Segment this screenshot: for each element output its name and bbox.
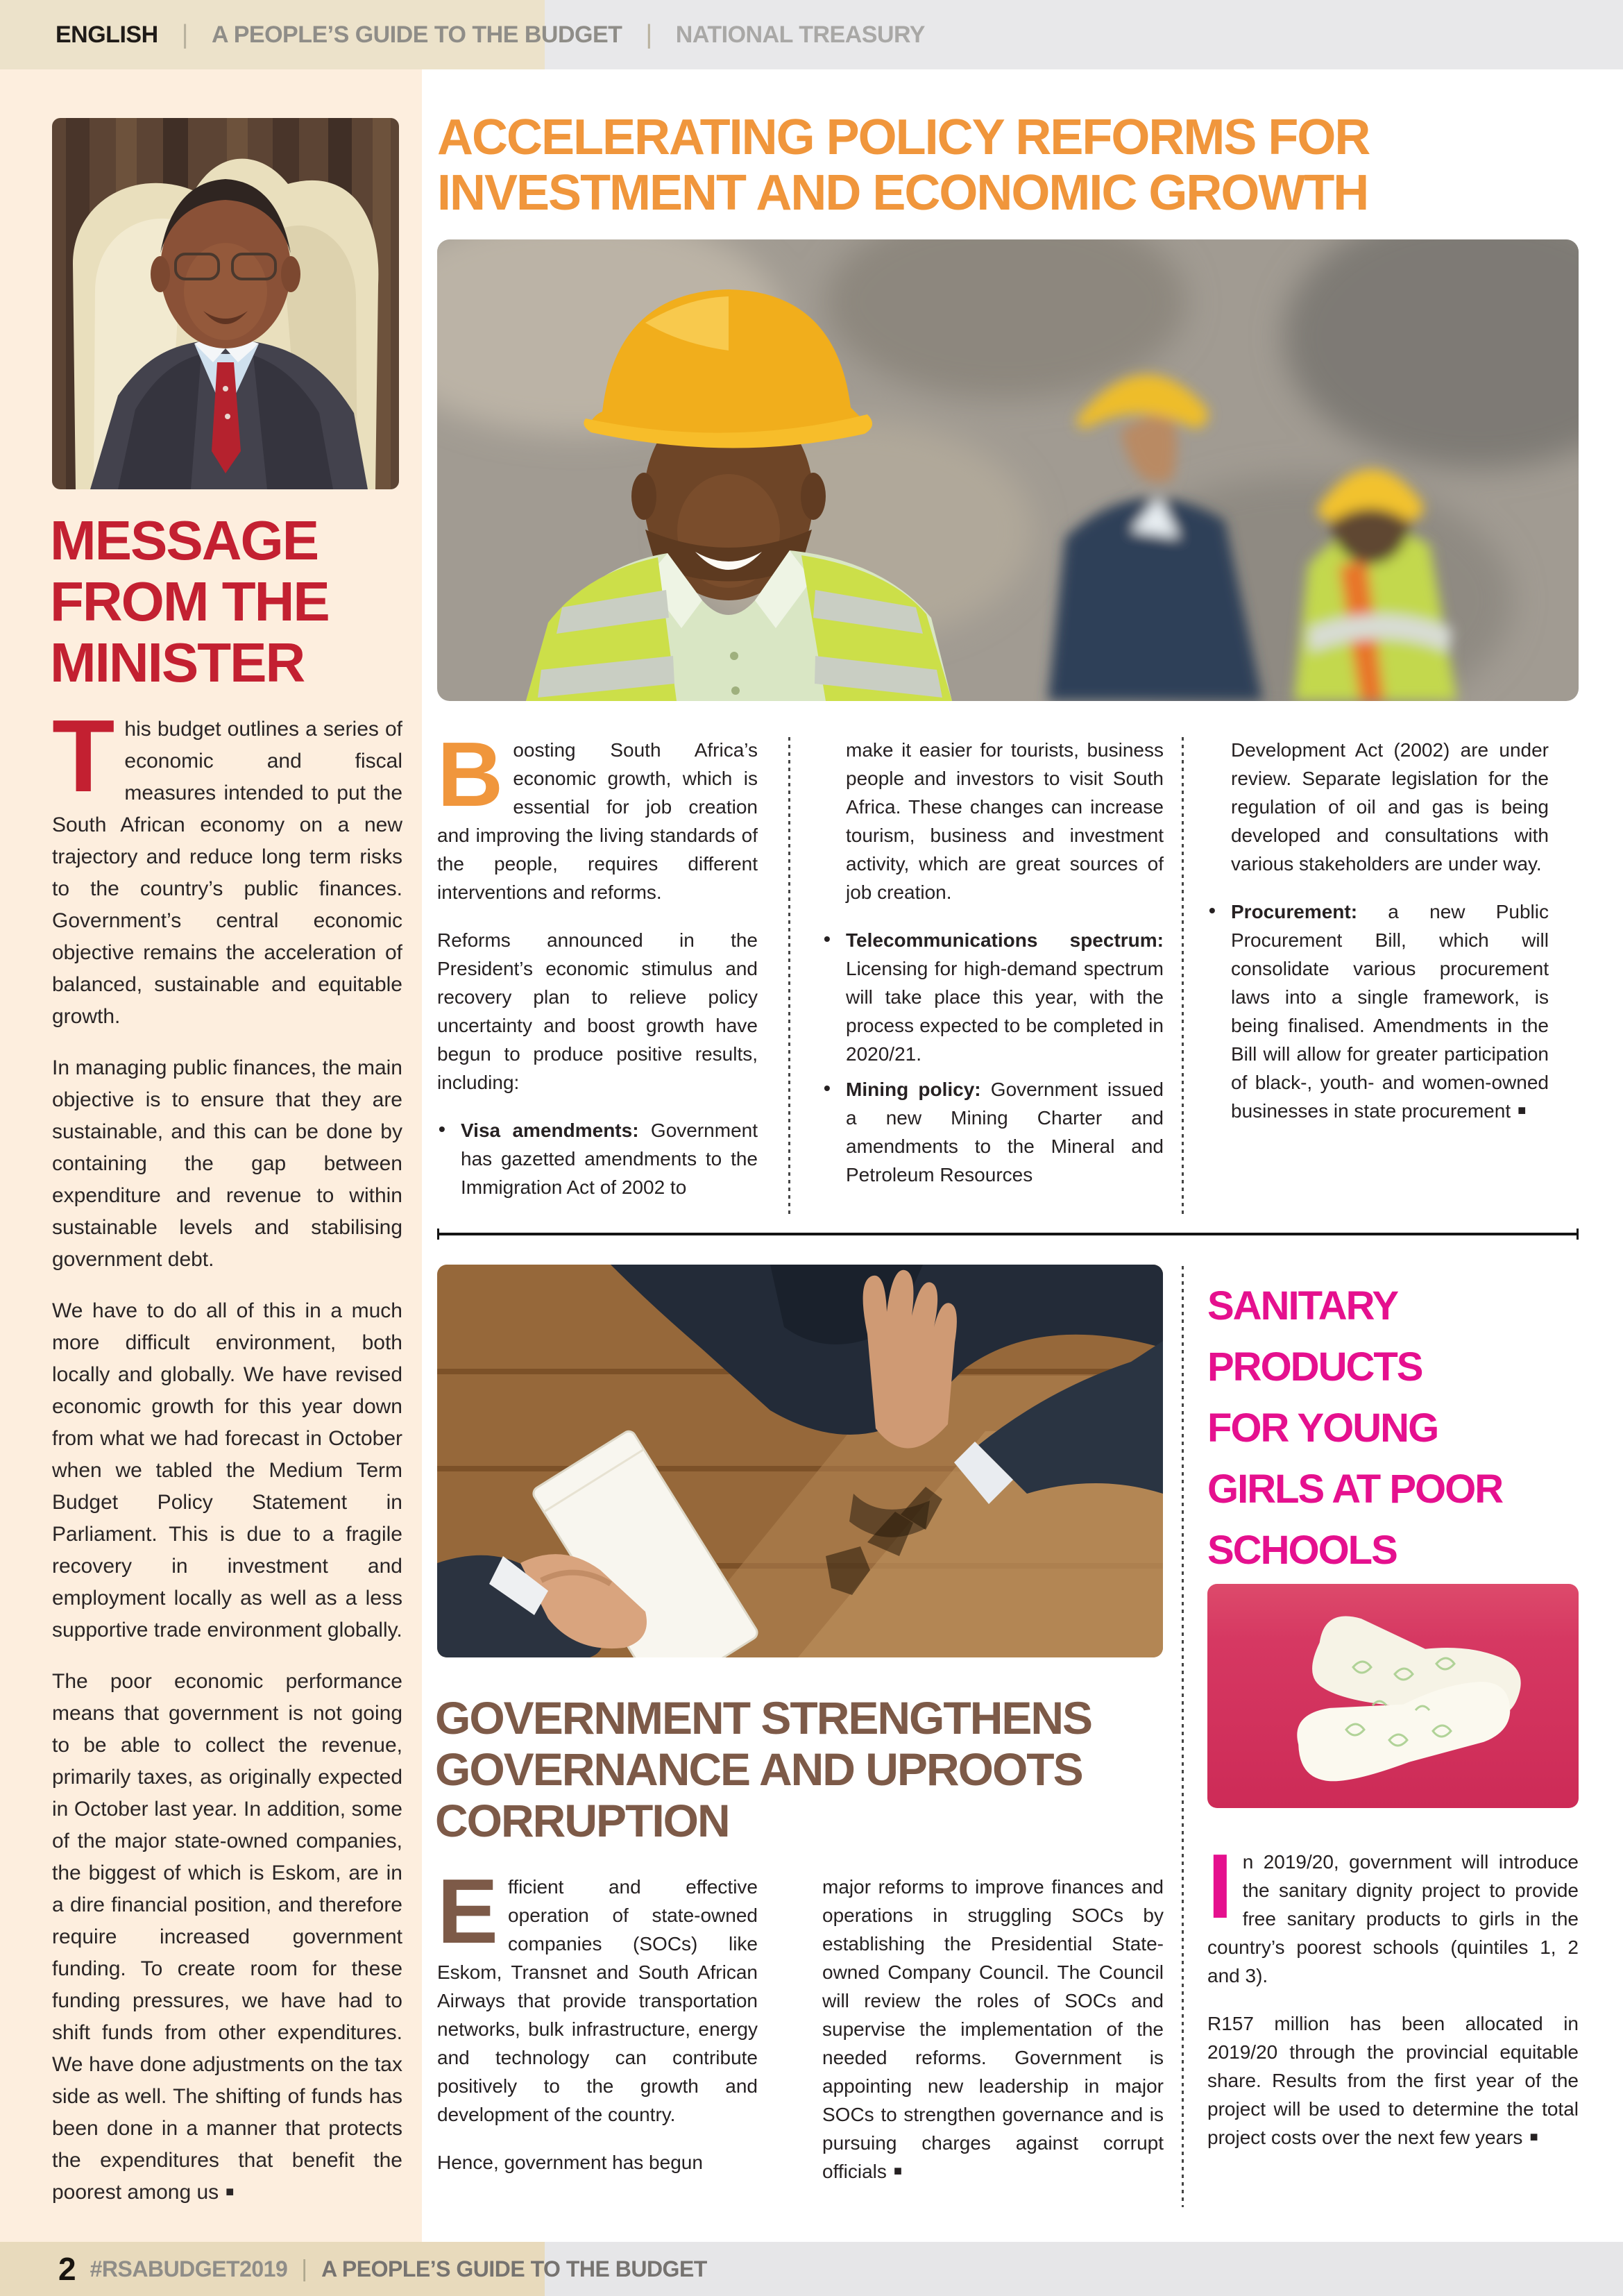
- end-of-article-marker: ■: [1529, 2129, 1538, 2145]
- bullet-lead: Mining policy:: [846, 1079, 981, 1100]
- minister-message-title: [50, 510, 414, 693]
- header-separator-1: |: [181, 19, 188, 49]
- reforms-column-3: [1207, 736, 1549, 1216]
- reforms-paragraph-2: Reforms announced in the President’s economic stimulus and recovery plan to relieve policy uncertainty and boost growth have begun to produce positive results, including:: [437, 929, 758, 1093]
- column-separator-3: [1182, 1266, 1184, 2207]
- governance-article-title: [435, 1692, 1198, 1846]
- bullet-icon: •: [1209, 900, 1216, 921]
- sanitary-article-body: [1207, 1848, 1579, 2209]
- bullet-item-procurement: [1207, 897, 1549, 1128]
- sanitary-article-title: [1207, 1276, 1596, 1581]
- bullet-text: a new Public Procurement Bill, which will consolidate various procurement laws into a single framework, is being finalised. Amendments in the Bill will allow for greater participation of black-, youth- and women-owned businesses in state procurement: [1231, 901, 1549, 1122]
- bullet-lead: Visa amendments:: [461, 1120, 639, 1141]
- section-divider-rule: [437, 1233, 1579, 1235]
- footer-guide-title: A PEOPLE’S GUIDE TO THE BUDGET: [321, 2256, 707, 2281]
- minister-paragraph-2: In managing public finances, the main objective is to ensure that they are sustainable, and this can be done by containing the gap between expenditure and revenue to within sustainable levels and stabilising government debt.: [52, 1056, 402, 1271]
- title-line: SANITARY: [1207, 1283, 1397, 1328]
- column-separator-1: [788, 737, 790, 1215]
- bullet-text: Licensing for high-demand spectrum will take place this year, with the process expected to be completed in 2020/21.: [846, 958, 1164, 1065]
- paragraph-text: R157 million has been allocated in 2019/20 through the provincial equitable share. Results from the first year of the project will be used to determine the total project costs over the next few years: [1207, 2013, 1579, 2148]
- construction-workers-photo: [437, 239, 1579, 701]
- dropcap-I: I: [1207, 1848, 1233, 1937]
- dropcap-B: B: [437, 736, 504, 825]
- minister-message-body: [52, 714, 402, 2213]
- title-line: GOVERNANCE AND UPROOTS: [435, 1744, 1082, 1795]
- minister-paragraph-1: [52, 714, 402, 1033]
- bullet-item-telecom: [822, 926, 1164, 1068]
- dropcap-E: E: [437, 1873, 499, 1962]
- title-line: SCHOOLS: [1207, 1528, 1397, 1573]
- footer-hashtag: #RSABUDGET2019: [90, 2256, 288, 2281]
- column-separator-2: [1182, 737, 1184, 1215]
- bullet-item-visa: [437, 1116, 758, 1201]
- bullet-text: Government has gazetted amendments to the Immigration Act of 2002 to: [461, 1120, 758, 1198]
- workers-illustration: [437, 239, 1579, 701]
- minister-paragraph-4: [52, 1666, 402, 2211]
- sanitary-paragraph-2: [1207, 2009, 1579, 2154]
- page-number: 2: [58, 2251, 76, 2287]
- paragraph-text: The poor economic performance means that government is not going to be able to collect the revenue, primarily taxes, as originally expected in October last year. In addition, some of the major state-owned companies, the biggest of which is Eskom, are in a dire financial position, and therefore require increased government funding. To create room for these funding pressures, we have had to shift funds from other expenditures. We have done adjustments on the tax side as well. The shifting of funds has been done in a manner that protects the expenditures that benefit the poorest among us: [52, 1670, 402, 2204]
- bullet-item-mining: [822, 1075, 1164, 1189]
- paragraph-text: his budget outlines a series of economic and fiscal measures intended to put the South African economy on a new trajectory and reduce long term risks to the country’s public finances. Government’s central economic objective remains the acceleration of balanced, sustainable and equitable growth.: [52, 718, 402, 1028]
- sanitary-intro-paragraph: [1207, 1848, 1579, 1990]
- sanitary-pads-illustration: [1207, 1584, 1579, 1808]
- paragraph-text: oosting South Africa’s economic growth, which is essential for job creation and improving the living standards of the people, requires different interventions and reforms.: [437, 739, 758, 903]
- header-guide-title: A PEOPLE’S GUIDE TO THE BUDGET: [212, 21, 622, 48]
- title-line: MESSAGE: [50, 509, 318, 571]
- footer-separator: |: [301, 2255, 308, 2282]
- title-line: ACCELERATING POLICY REFORMS FOR: [437, 110, 1370, 165]
- title-line: GIRLS AT POOR: [1207, 1467, 1503, 1512]
- governance-column-1: [437, 1873, 758, 2207]
- bullet-icon: •: [439, 1118, 445, 1140]
- reforms-column-2: [822, 736, 1164, 1216]
- bullet-lead: Telecommunications spectrum:: [846, 929, 1164, 951]
- title-line: FOR YOUNG: [1207, 1406, 1438, 1451]
- header-treasury: NATIONAL TREASURY: [675, 21, 925, 48]
- title-line: CORRUPTION: [435, 1795, 729, 1846]
- visa-continuation-paragraph: make it easier for tourists, business people and investors to visit South Africa. These changes can increase tourism, business and investment activity, which are great sources of job creation.: [846, 739, 1164, 903]
- minister-photo: [52, 118, 399, 489]
- end-of-article-marker: ■: [893, 2163, 902, 2179]
- title-line: GOVERNMENT STRENGTHENS: [435, 1692, 1092, 1744]
- bullet-icon: •: [824, 928, 831, 949]
- title-line: INVESTMENT AND ECONOMIC GROWTH: [437, 165, 1368, 221]
- mining-continuation-paragraph: Development Act (2002) are under review. Separate legislation for the regulation of oil and gas is being developed and consultations with various stakeholders are under way.: [1231, 739, 1549, 875]
- governance-column-2: [822, 1873, 1164, 2207]
- governance-paragraph-2: Hence, government has begun: [437, 2152, 703, 2173]
- title-line: FROM THE: [50, 571, 329, 632]
- paragraph-text: n 2019/20, government will introduce the sanitary dignity project to provide free sanitary products to girls in the country’s poorest schools (quintiles 1, 2 and 3).: [1207, 1851, 1579, 1986]
- minister-paragraph-3: We have to do all of this in a much more difficult environment, both locally and globally. We have revised economic growth for this year down from what we had forecast in October when we tabled the Medium Term Budget Policy Statement in Parliament. This is due to a fragile recovery in investment and employment locally as well as a less supportive trade environment globally.: [52, 1299, 402, 1641]
- bullet-lead: Procurement:: [1231, 901, 1358, 922]
- bullet-icon: •: [824, 1077, 831, 1099]
- page-footer: [58, 2242, 707, 2296]
- bribery-refusal-illustration: [437, 1265, 1163, 1657]
- minister-portrait-illustration: [52, 118, 399, 489]
- reforms-column-1: [437, 736, 758, 1216]
- corruption-photo: [437, 1265, 1163, 1657]
- header-separator-2: |: [645, 19, 652, 49]
- sanitary-pads-photo: [1207, 1584, 1579, 1808]
- bullet-text: Government issued a new Mining Charter and amendments to the Mineral and Petroleum Resources: [846, 1079, 1164, 1185]
- title-line: MINISTER: [50, 632, 305, 693]
- governance-paragraph-3: [822, 1873, 1164, 2188]
- end-of-article-marker: ■: [226, 2184, 235, 2200]
- paragraph-text: major reforms to improve finances and operations in struggling SOCs by establishing the Presidential State-owned Company Council. The Council will review the roles of SOCs and supervise the implementation of the needed reforms. Government is appointing new leadership in major SOCs to strengthen governance and is pursuing charges against corrupt officials: [822, 1876, 1164, 2182]
- reforms-article-title: [437, 110, 1603, 221]
- dropcap-T: T: [52, 714, 115, 813]
- header-language: ENGLISH: [56, 21, 158, 48]
- paragraph-text: fficient and effective operation of state-owned companies (SOCs) like Eskom, Transnet and South African Airways that provide transportation networks, bulk infrastructure, energy and technology can contribute positively to the growth and development of the country.: [437, 1876, 758, 2125]
- title-line: PRODUCTS: [1207, 1344, 1422, 1390]
- end-of-article-marker: ■: [1518, 1103, 1527, 1118]
- governance-intro-paragraph: [437, 1873, 758, 2129]
- reforms-intro-paragraph: [437, 736, 758, 906]
- page-header: [56, 0, 1027, 69]
